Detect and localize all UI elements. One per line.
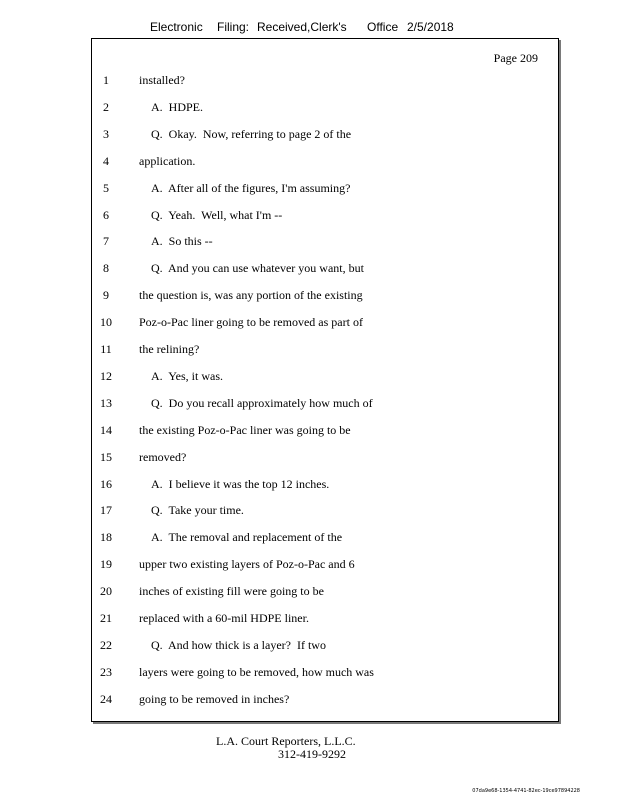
filing-header-word: Electronic xyxy=(150,20,203,34)
line-text: inches of existing fill were going to be xyxy=(139,584,324,599)
transcript-page xyxy=(91,38,559,722)
line-number: 9 xyxy=(103,288,109,303)
line-number: 5 xyxy=(103,180,109,195)
page-number: Page 209 xyxy=(493,51,538,65)
line-text: A. HDPE. xyxy=(151,99,204,114)
transcript-line xyxy=(92,555,558,573)
line-text: Q. Take your time. xyxy=(151,503,244,518)
line-number: 13 xyxy=(100,395,112,410)
line-text: the existing Poz-o-Pac liner was going to be xyxy=(139,422,351,437)
line-text: Q. Do you recall approximately how much of xyxy=(151,395,373,410)
transcript-line xyxy=(92,206,558,224)
line-text: upper two existing layers of Poz-o-Pac and 6 xyxy=(139,557,355,572)
line-number: 12 xyxy=(100,368,112,383)
line-number: 14 xyxy=(100,422,112,437)
transcript-line xyxy=(92,690,558,708)
line-number: 11 xyxy=(100,342,112,356)
line-number: 6 xyxy=(103,207,109,222)
line-text: Poz-o-Pac liner going to be removed as part of xyxy=(139,315,363,330)
filing-header-word: Received,Clerk's xyxy=(257,20,347,34)
line-text: installed? xyxy=(139,73,185,87)
line-text: the relining? xyxy=(139,342,200,356)
transcript-line xyxy=(92,609,558,627)
transcript-line xyxy=(92,528,558,546)
line-number: 10 xyxy=(100,315,112,330)
transcript-line xyxy=(92,501,558,519)
transcript-line xyxy=(92,663,558,681)
transcript-line xyxy=(92,125,558,143)
line-number: 21 xyxy=(100,611,112,625)
line-number: 17 xyxy=(100,503,112,518)
document-id: 07da9e68-1354-4741-82ec-19ce97894228 xyxy=(472,788,580,794)
filing-header-word: Office xyxy=(367,20,399,34)
line-text: A. After all of the figures, I'm assuming? xyxy=(151,180,351,195)
line-text: going to be removed in inches? xyxy=(139,691,290,706)
line-text: replaced with a 60-mil HDPE liner. xyxy=(139,611,309,625)
filing-header-date: 2/5/2018 xyxy=(407,20,454,34)
transcript-line xyxy=(92,313,558,331)
transcript-line xyxy=(92,179,558,197)
line-number: 16 xyxy=(100,476,112,491)
line-number: 8 xyxy=(103,261,109,276)
line-number: 23 xyxy=(100,664,112,679)
line-text: A. Yes, it was. xyxy=(151,368,224,383)
line-text: removed? xyxy=(139,449,187,464)
line-number: 2 xyxy=(103,99,109,114)
line-number: 22 xyxy=(100,637,112,652)
line-text: Q. And you can use whatever you want, but xyxy=(151,261,364,276)
transcript-line xyxy=(92,421,558,439)
line-text: the question is, was any portion of the existing xyxy=(139,288,363,303)
line-text: A. The removal and replacement of the xyxy=(151,530,343,545)
transcript-line xyxy=(92,367,558,385)
transcript-line xyxy=(92,582,558,600)
transcript-line xyxy=(92,448,558,466)
transcript-line xyxy=(92,394,558,412)
transcript-line xyxy=(92,71,558,89)
line-number: 18 xyxy=(100,530,112,545)
line-number: 15 xyxy=(100,449,112,464)
transcript-line xyxy=(92,636,558,654)
line-text: Q. Okay. Now, referring to page 2 of the xyxy=(151,126,352,141)
line-text: layers were going to be removed, how much was xyxy=(139,664,374,679)
line-text: A. I believe it was the top 12 inches. xyxy=(151,476,330,491)
transcript-line xyxy=(92,340,558,358)
transcript-line xyxy=(92,475,558,493)
line-number: 24 xyxy=(100,691,112,706)
line-number: 4 xyxy=(103,153,109,168)
line-number: 20 xyxy=(100,584,112,599)
court-reporter-name: L.A. Court Reporters, L.L.C. xyxy=(216,734,356,748)
transcript-line xyxy=(92,259,558,277)
line-number: 19 xyxy=(100,557,112,572)
filing-header-word: Filing: xyxy=(217,20,250,34)
line-number: 7 xyxy=(103,234,109,249)
line-number: 1 xyxy=(103,73,109,87)
line-text: application. xyxy=(139,153,196,168)
line-text: A. So this -- xyxy=(151,234,213,249)
line-number: 3 xyxy=(103,126,109,141)
transcript-line xyxy=(92,98,558,116)
transcript-line xyxy=(92,152,558,170)
line-text: Q. And how thick is a layer? If two xyxy=(151,637,326,652)
transcript-line xyxy=(92,286,558,304)
filing-header xyxy=(0,20,618,36)
transcript-line xyxy=(92,232,558,250)
line-text: Q. Yeah. Well, what I'm -- xyxy=(151,207,283,222)
court-reporter-phone: 312-419-9292 xyxy=(278,747,346,761)
transcript-lines xyxy=(92,39,558,721)
